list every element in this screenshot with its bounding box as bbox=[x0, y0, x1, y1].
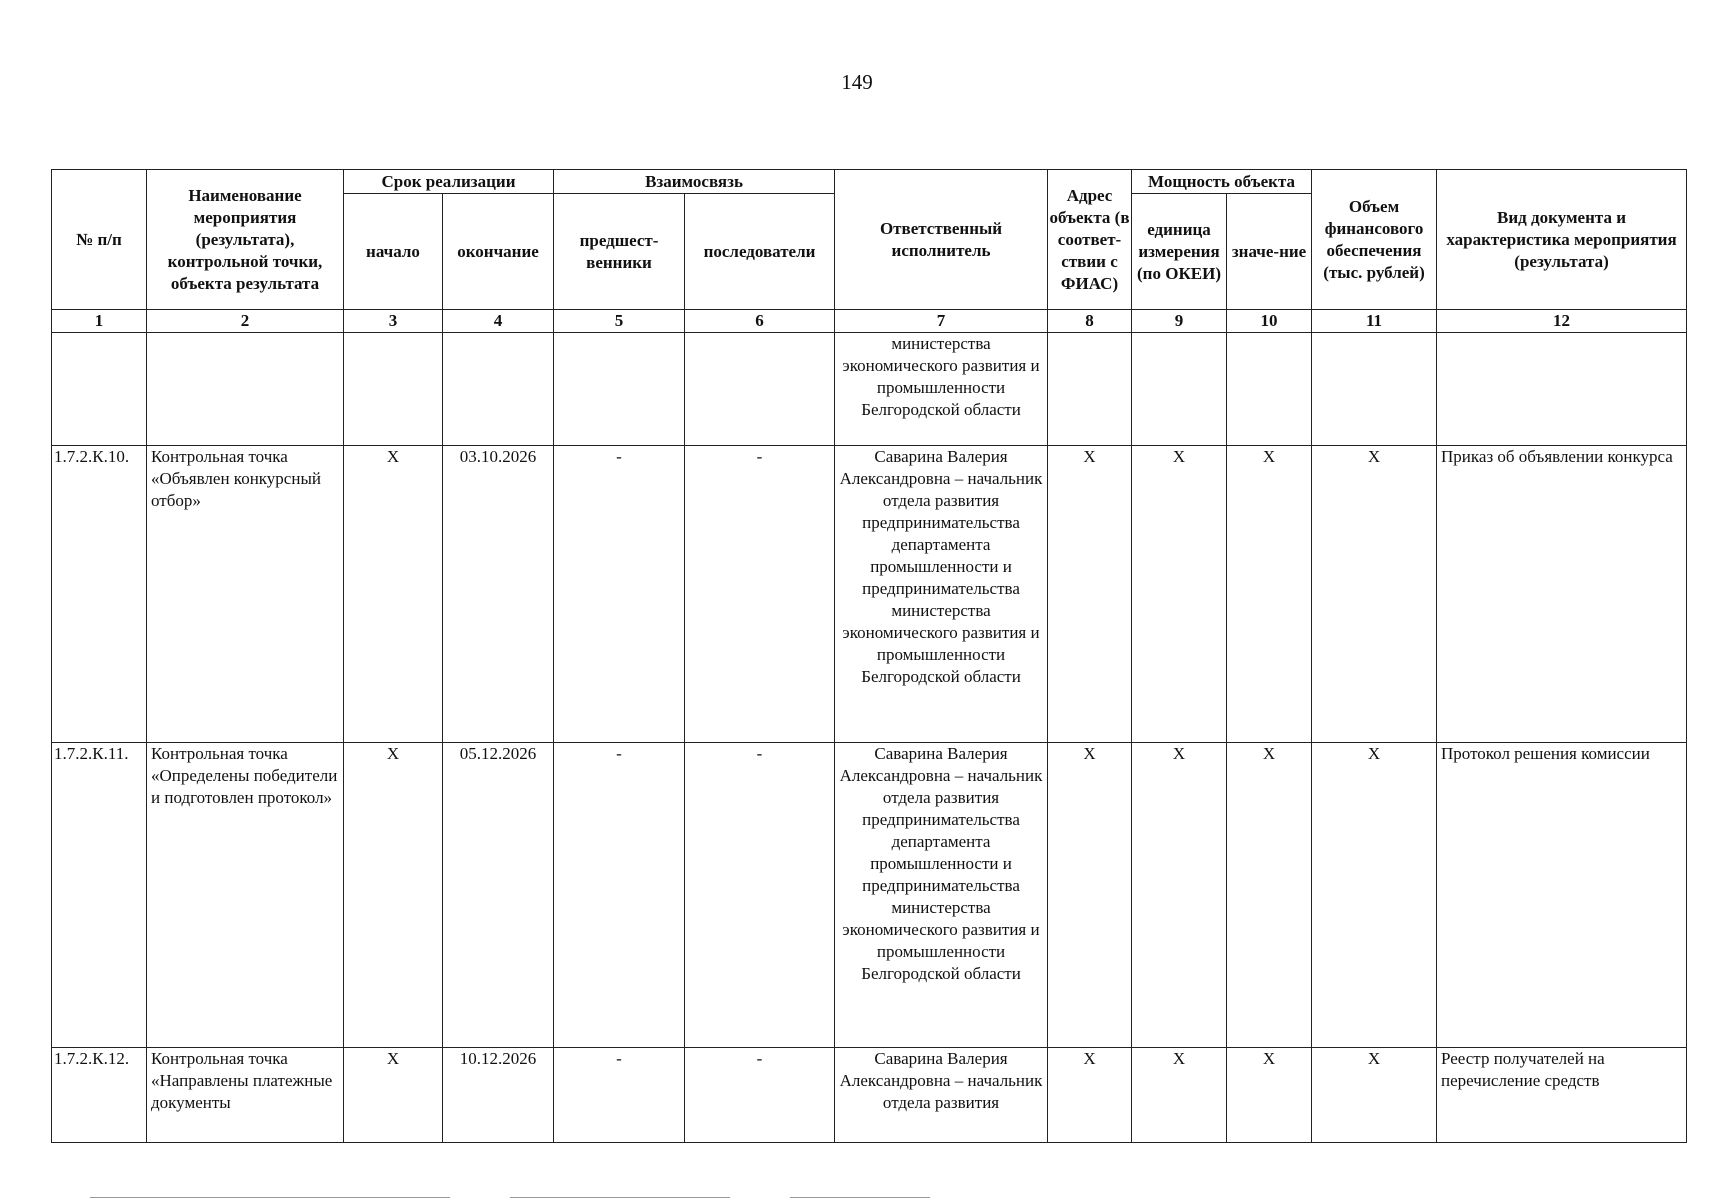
header-term-group: Срок реализации bbox=[344, 170, 554, 194]
cell-value bbox=[1227, 333, 1312, 446]
cell-start bbox=[344, 333, 443, 446]
column-number: 5 bbox=[554, 310, 685, 333]
cell-start: X bbox=[344, 1048, 443, 1143]
cell-unit: X bbox=[1132, 1048, 1227, 1143]
column-number: 7 bbox=[835, 310, 1048, 333]
cell-unit bbox=[1132, 333, 1227, 446]
header-capacity-value: значе-ние bbox=[1227, 194, 1312, 310]
cell-unit: X bbox=[1132, 446, 1227, 743]
cell-address: X bbox=[1048, 743, 1132, 1048]
cell-name bbox=[147, 333, 344, 446]
cell-name: Контрольная точка «Объявлен конкурсный отбор» bbox=[147, 446, 344, 743]
table-row bbox=[52, 333, 1687, 446]
cell-address: X bbox=[1048, 446, 1132, 743]
table-row bbox=[52, 1048, 1687, 1143]
cell-prev: - bbox=[554, 446, 685, 743]
cell-num: 1.7.2.К.12. bbox=[52, 1048, 147, 1143]
cell-next: - bbox=[685, 743, 835, 1048]
header-capacity-unit: единица измерения (по ОКЕИ) bbox=[1132, 194, 1227, 310]
header-link-next: последователи bbox=[685, 194, 835, 310]
cell-doc: Протокол решения комиссии bbox=[1437, 743, 1687, 1048]
cell-doc: Реестр получателей на перечисление средств bbox=[1437, 1048, 1687, 1143]
column-number: 11 bbox=[1312, 310, 1437, 333]
cell-start: X bbox=[344, 743, 443, 1048]
header-term-end: окончание bbox=[443, 194, 554, 310]
header-num: № п/п bbox=[52, 170, 147, 310]
scan-artifact-lines bbox=[90, 1197, 1390, 1199]
header-address: Адрес объекта (в соответ-ствии с ФИАС) bbox=[1048, 170, 1132, 310]
cell-doc bbox=[1437, 333, 1687, 446]
cell-end: 03.10.2026 bbox=[443, 446, 554, 743]
header-capacity-group: Мощность объекта bbox=[1132, 170, 1312, 194]
table-row bbox=[52, 446, 1687, 743]
cell-value: X bbox=[1227, 1048, 1312, 1143]
cell-responsible: Саварина Валерия Александровна – начальник отдела развития предпринимательства департамента промышленности и предпринимательства министерства экономического развития и промышленности Белгородской области bbox=[835, 446, 1048, 743]
cell-finance: X bbox=[1312, 743, 1437, 1048]
cell-responsible: Саварина Валерия Александровна – начальник отдела развития предпринимательства департамента промышленности и предпринимательства министерства экономического развития и промышленности Белгородской области bbox=[835, 743, 1048, 1048]
header-finance: Объем финансового обеспечения (тыс. рублей) bbox=[1312, 170, 1437, 310]
column-number: 12 bbox=[1437, 310, 1687, 333]
cell-start: X bbox=[344, 446, 443, 743]
column-number: 9 bbox=[1132, 310, 1227, 333]
cell-end: 05.12.2026 bbox=[443, 743, 554, 1048]
column-number: 8 bbox=[1048, 310, 1132, 333]
cell-next: - bbox=[685, 446, 835, 743]
cell-end bbox=[443, 333, 554, 446]
cell-num: 1.7.2.К.10. bbox=[52, 446, 147, 743]
header-doc: Вид документа и характеристика мероприятия (результата) bbox=[1437, 170, 1687, 310]
cell-doc: Приказ об объявлении конкурса bbox=[1437, 446, 1687, 743]
header-name: Наименование мероприятия (результата), контрольной точки, объекта результата bbox=[147, 170, 344, 310]
cell-address bbox=[1048, 333, 1132, 446]
cell-name: Контрольная точка «Направлены платежные документы bbox=[147, 1048, 344, 1143]
column-number: 3 bbox=[344, 310, 443, 333]
cell-num bbox=[52, 333, 147, 446]
cell-responsible: Саварина Валерия Александровна – начальник отдела развития bbox=[835, 1048, 1048, 1143]
cell-finance bbox=[1312, 333, 1437, 446]
header-term-start: начало bbox=[344, 194, 443, 310]
header-link-group: Взаимосвязь bbox=[554, 170, 835, 194]
cell-finance: X bbox=[1312, 446, 1437, 743]
cell-prev: - bbox=[554, 1048, 685, 1143]
cell-next bbox=[685, 333, 835, 446]
column-number: 4 bbox=[443, 310, 554, 333]
column-number: 2 bbox=[147, 310, 344, 333]
cell-next: - bbox=[685, 1048, 835, 1143]
cell-value: X bbox=[1227, 743, 1312, 1048]
plan-table bbox=[51, 169, 1687, 1143]
column-number: 1 bbox=[52, 310, 147, 333]
column-number: 6 bbox=[685, 310, 835, 333]
cell-unit: X bbox=[1132, 743, 1227, 1048]
cell-end: 10.12.2026 bbox=[443, 1048, 554, 1143]
cell-value: X bbox=[1227, 446, 1312, 743]
column-number: 10 bbox=[1227, 310, 1312, 333]
cell-name: Контрольная точка «Определены победители и подготовлен протокол» bbox=[147, 743, 344, 1048]
cell-finance: X bbox=[1312, 1048, 1437, 1143]
cell-responsible: министерства экономического развития и промышленности Белгородской области bbox=[835, 333, 1048, 446]
table-row bbox=[52, 743, 1687, 1048]
header-link-prev: предшест-венники bbox=[554, 194, 685, 310]
page-number: 149 bbox=[841, 70, 873, 94]
cell-prev bbox=[554, 333, 685, 446]
cell-num: 1.7.2.К.11. bbox=[52, 743, 147, 1048]
header-responsible: Ответственный исполнитель bbox=[835, 170, 1048, 310]
cell-prev: - bbox=[554, 743, 685, 1048]
cell-address: X bbox=[1048, 1048, 1132, 1143]
